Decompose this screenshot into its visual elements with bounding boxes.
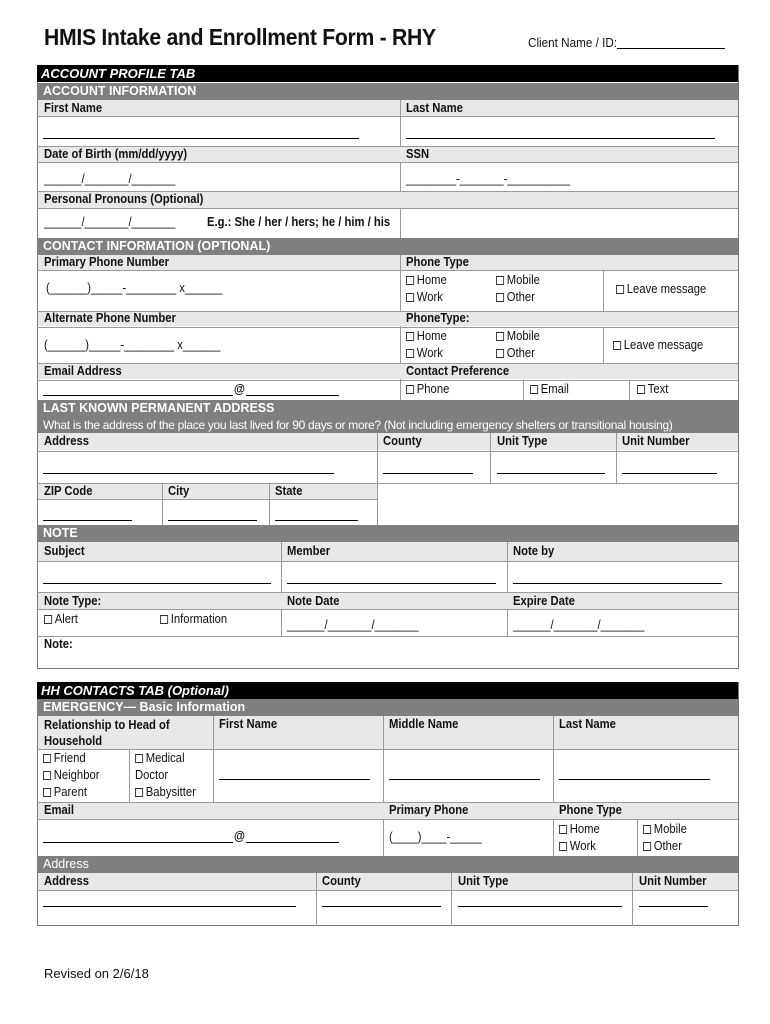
note-by-field[interactable]: [513, 583, 722, 584]
dob-label: Date of Birth (mm/dd/yyyy): [44, 147, 188, 161]
note-heading: NOTE: [37, 525, 738, 542]
checkbox-icon[interactable]: [643, 842, 651, 851]
address-subheading: What is the address of the place you last lived for 90 days or more? (Not including emergency shelters or transitional housing): [37, 417, 738, 433]
checkbox-icon[interactable]: [135, 754, 143, 763]
note-label: Note:: [44, 637, 73, 651]
hh-unit-type-field[interactable]: [458, 906, 622, 907]
state-label: State: [275, 484, 303, 498]
information-option[interactable]: Information: [160, 612, 227, 626]
county-field[interactable]: [383, 473, 473, 474]
primary-mobile-option[interactable]: Mobile: [496, 273, 540, 287]
hh-address-field[interactable]: [43, 906, 296, 907]
hh-mobile-option[interactable]: Mobile: [643, 822, 687, 836]
checkbox-icon[interactable]: [160, 615, 168, 624]
alt-work-option[interactable]: Work: [406, 346, 443, 360]
primary-phone-field[interactable]: (______)_____-________ x______: [46, 281, 223, 295]
form-title: HMIS Intake and Enrollment Form - RHY: [44, 24, 436, 50]
hh-unit-number-label: Unit Number: [639, 874, 707, 888]
primary-leave-message-option[interactable]: Leave message: [616, 282, 706, 296]
parent-option[interactable]: Parent: [43, 785, 87, 799]
address-heading: LAST KNOWN PERMANENT ADDRESS: [37, 400, 738, 417]
unit-number-label: Unit Number: [622, 434, 690, 448]
alt-phone-field[interactable]: (______)_____-________ x______: [44, 338, 221, 352]
checkbox-icon[interactable]: [496, 276, 504, 285]
hh-work-option[interactable]: Work: [559, 839, 596, 853]
client-id-label: Client Name / ID:: [528, 35, 618, 50]
subject-label: Subject: [44, 544, 85, 558]
note-type-label: Note Type:: [44, 594, 102, 608]
hh-first-name-label: First Name: [219, 717, 278, 731]
address-label: Address: [44, 434, 90, 448]
hh-phone-type-label: Phone Type: [559, 803, 622, 817]
hh-address-label: Address: [44, 874, 90, 888]
hh-tab-header: HH CONTACTS TAB (Optional): [37, 682, 738, 699]
hh-address-heading: Address: [37, 856, 738, 873]
subject-field[interactable]: [43, 583, 271, 584]
babysitter-option[interactable]: Babysitter: [135, 785, 196, 799]
checkbox-icon[interactable]: [637, 385, 645, 394]
checkbox-icon[interactable]: [496, 349, 504, 358]
expire-date-label: Expire Date: [513, 594, 575, 608]
hh-email-label: Email: [44, 803, 75, 817]
alt-mobile-option[interactable]: Mobile: [496, 329, 540, 343]
hh-county-label: County: [322, 874, 361, 888]
pronouns-label: Personal Pronouns (Optional): [44, 192, 204, 206]
county-label: County: [383, 434, 422, 448]
hh-unit-type-label: Unit Type: [458, 874, 509, 888]
unit-type-field[interactable]: [497, 473, 605, 474]
checkbox-icon[interactable]: [496, 332, 504, 341]
phone-type-label: Phone Type: [406, 255, 469, 269]
last-name-field[interactable]: [406, 138, 715, 139]
checkbox-icon[interactable]: [43, 788, 51, 797]
primary-phone-label: Primary Phone Number: [44, 255, 170, 269]
dob-field[interactable]: ______/_______/_______: [44, 172, 176, 186]
account-info-heading: ACCOUNT INFORMATION: [37, 83, 738, 100]
alt-leave-message-option[interactable]: Leave message: [613, 338, 703, 352]
unit-type-label: Unit Type: [497, 434, 548, 448]
last-name-label: Last Name: [406, 101, 463, 115]
checkbox-icon[interactable]: [496, 293, 504, 302]
primary-work-option[interactable]: Work: [406, 290, 443, 304]
pref-text-option[interactable]: Text: [637, 382, 668, 396]
contact-heading: CONTACT INFORMATION (OPTIONAL): [37, 238, 738, 255]
friend-option[interactable]: Friend: [43, 751, 86, 765]
contact-pref-label: Contact Preference: [406, 364, 510, 378]
zip-field[interactable]: [43, 520, 132, 521]
member-field[interactable]: [287, 583, 496, 584]
hh-first-name-field[interactable]: [219, 779, 370, 780]
checkbox-icon[interactable]: [643, 825, 651, 834]
checkbox-icon[interactable]: [135, 788, 143, 797]
alt-other-option[interactable]: Other: [496, 346, 535, 360]
hh-primary-phone-label: Primary Phone: [389, 803, 469, 817]
checkbox-icon[interactable]: [44, 615, 52, 624]
hh-email-field[interactable]: [43, 842, 233, 843]
checkbox-icon[interactable]: [406, 332, 414, 341]
email-field[interactable]: [43, 395, 233, 396]
ssn-field[interactable]: ________-_______-__________: [406, 172, 570, 186]
first-name-label: First Name: [44, 101, 103, 115]
hh-email-domain-field[interactable]: [246, 842, 339, 843]
zip-label: ZIP Code: [44, 484, 93, 498]
hh-last-name-label: Last Name: [559, 717, 616, 731]
state-field[interactable]: [275, 520, 358, 521]
checkbox-icon[interactable]: [613, 341, 621, 350]
city-field[interactable]: [168, 520, 257, 521]
email-label: Email Address: [44, 364, 122, 378]
checkbox-icon[interactable]: [406, 385, 414, 394]
checkbox-icon[interactable]: [406, 276, 414, 285]
hh-middle-name-field[interactable]: [389, 779, 540, 780]
note-by-label: Note by: [513, 544, 555, 558]
alt-home-option[interactable]: Home: [406, 329, 447, 343]
hh-home-option[interactable]: Home: [559, 822, 600, 836]
hh-last-name-field[interactable]: [559, 779, 710, 780]
checkbox-icon[interactable]: [406, 293, 414, 302]
account-tab-header: ACCOUNT PROFILE TAB: [37, 65, 738, 82]
unit-number-field[interactable]: [622, 473, 717, 474]
pref-phone-option[interactable]: Phone: [406, 382, 449, 396]
pronouns-example: E.g.: She / her / hers; he / him / his: [207, 215, 391, 229]
medical-doctor-option[interactable]: Medical: [135, 751, 185, 765]
expire-date-field[interactable]: ______/_______/_______: [513, 618, 645, 632]
pronouns-field[interactable]: ______/_______/_______: [44, 215, 176, 229]
hh-email-at: @: [234, 829, 245, 843]
first-name-field[interactable]: [43, 138, 359, 139]
checkbox-icon[interactable]: [559, 842, 567, 851]
hh-unit-number-field[interactable]: [639, 906, 708, 907]
address-field[interactable]: [43, 473, 334, 474]
checkbox-icon[interactable]: [406, 349, 414, 358]
alert-option[interactable]: Alert: [44, 612, 78, 626]
member-label: Member: [287, 544, 331, 558]
pref-email-option[interactable]: Email: [530, 382, 569, 396]
hh-middle-name-label: Middle Name: [389, 717, 459, 731]
checkbox-icon[interactable]: [530, 385, 538, 394]
checkbox-icon[interactable]: [559, 825, 567, 834]
note-date-label: Note Date: [287, 594, 340, 608]
revision-date: Revised on 2/6/18: [44, 966, 149, 981]
note-date-field[interactable]: ______/_______/_______: [287, 618, 419, 632]
checkbox-icon[interactable]: [43, 754, 51, 763]
checkbox-icon[interactable]: [616, 285, 624, 294]
checkbox-icon[interactable]: [43, 771, 51, 780]
doctor-text: Doctor: [135, 768, 169, 782]
hh-other-option[interactable]: Other: [643, 839, 682, 853]
email-at: @: [234, 382, 245, 396]
phone-type2-label: PhoneType:: [406, 311, 470, 325]
email-domain-field[interactable]: [246, 395, 339, 396]
neighbor-option[interactable]: Neighbor: [43, 768, 99, 782]
ssn-label: SSN: [406, 147, 430, 161]
hh-county-field[interactable]: [322, 906, 441, 907]
alt-phone-label: Alternate Phone Number: [44, 311, 176, 325]
primary-home-option[interactable]: Home: [406, 273, 447, 287]
city-label: City: [168, 484, 190, 498]
primary-other-option[interactable]: Other: [496, 290, 535, 304]
relationship-label: Relationship to Head of Household: [44, 718, 170, 748]
hh-phone-field[interactable]: (____)____-_____: [389, 830, 482, 844]
client-id-field[interactable]: [617, 48, 725, 49]
emergency-heading: EMERGENCY— Basic Information: [37, 699, 738, 716]
